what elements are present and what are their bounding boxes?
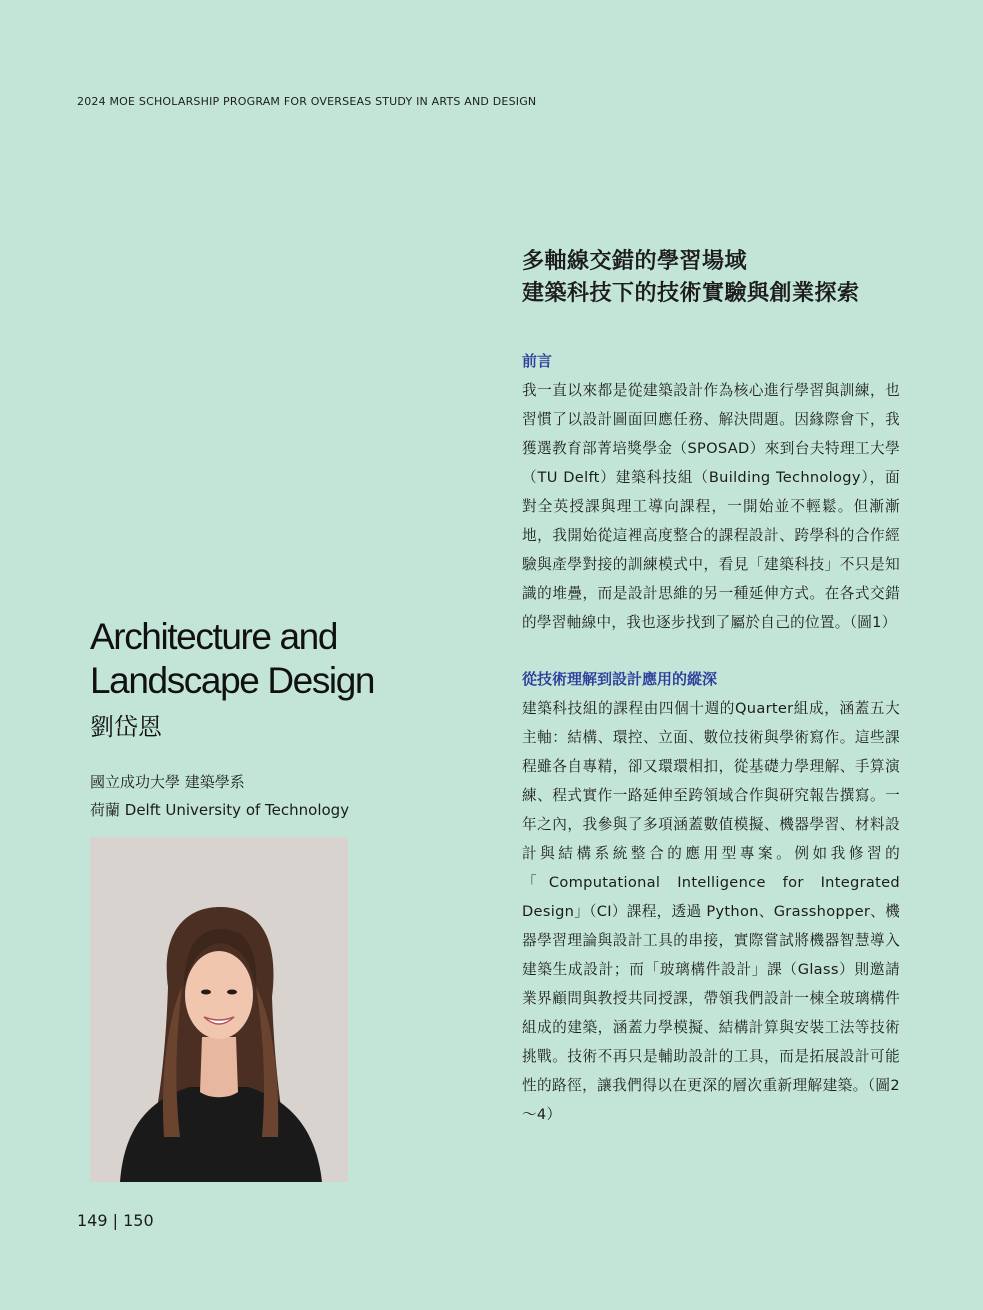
section-paragraph-technology: 建築科技組的課程由四個十週的Quarter組成，涵蓋五大主軸：結構、環控、立面、數位技術與學術寫作。這些課程雖各自專精，卻又環環相扣，從基礎力學理解、手算演練、程式實作一路延伸至跨領域合作與研究報告撰寫。一年之內，我參與了多項涵蓋數值模擬、機器學習、材料設計與結構系統整合的應用型專案。例如我修習的「Computational Intelligence for Integrated Design」（CI）課程，透過 Python、Grasshopper、機器學習理論與設計工具的串接，實際嘗試將機器智慧導入建築生成設計；而「玻璃構件設計」課（Glass）則邀請業界顧問與教授共同授課，帶領我們設計一棟全玻璃構件組成的建築，涵蓋力學模擬、結構計算與安裝工法等技術挑戰。技術不再只是輔助設計的工具，而是拓展設計可能性的路徑，讓我們得以在更深的層次重新理解建築。（圖2～4） xyxy=(522,700,900,1123)
page-number: 149 | 150 xyxy=(77,1211,154,1230)
article-body xyxy=(522,246,900,1129)
department-title xyxy=(90,615,430,703)
affiliation-block xyxy=(90,768,349,824)
profile-block xyxy=(90,615,430,742)
section-heading-technology: 從技術理解到設計應用的縱深 xyxy=(522,670,718,688)
running-header: 2024 MOE SCHOLARSHIP PROGRAM FOR OVERSEAS STUDY IN ARTS AND DESIGN xyxy=(77,95,537,108)
section-paragraph-intro: 我一直以來都是從建築設計作為核心進行學習與訓練，也習慣了以設計圖面回應任務、解決問題。因緣際會下，我獲選教育部菁培獎學金（SPOSAD）來到台夫特理工大學（TU Delft）建築科技組（Building Technology），面對全英授課與理工導向課程，一開始並不輕鬆。但漸漸地，我開始從這裡高度整合的課程設計、跨學科的合作經驗與產學對接的訓練模式中，看見「建築科技」不只是知識的堆疊，而是設計思維的另一種延伸方式。在各式交錯的學習軸線中，我也逐步找到了屬於自己的位置。（圖1） xyxy=(522,382,900,631)
author-name: 劉岱恩 xyxy=(90,713,162,741)
article-title xyxy=(522,246,900,310)
affiliation-home: 國立成功大學 建築學系 xyxy=(90,773,245,791)
affiliation-abroad: 荷蘭 Delft University of Technology xyxy=(90,801,350,819)
author-portrait-photo xyxy=(90,837,348,1182)
department-title-line1: Architecture and xyxy=(90,616,338,657)
department-title-line2: Landscape Design xyxy=(90,660,375,701)
article-title-line1: 多軸線交錯的學習場域 xyxy=(522,249,748,274)
portrait-illustration xyxy=(90,837,348,1182)
article-title-line2: 建築科技下的技術實驗與創業探索 xyxy=(522,281,860,306)
section-heading-intro: 前言 xyxy=(522,352,553,370)
